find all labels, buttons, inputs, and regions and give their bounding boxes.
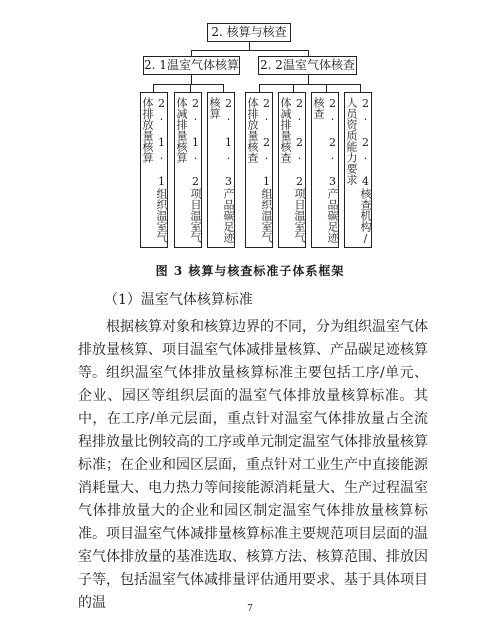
leaf-node-product-footprint-verification: 2. 2. 3产品碳足迹核查 <box>311 92 339 248</box>
connector <box>308 75 309 84</box>
group-node-verification: 2. 2温室气体核查 <box>258 56 357 75</box>
connector <box>153 84 154 92</box>
leaf-node-verifier-qualification: 2. 2. 4核查机构/人员资质能力要求 <box>344 92 372 248</box>
connector <box>259 84 361 85</box>
paragraph: 组织温室气体排放量核算标准主要包括工序/单元、企业、园区等组织层面的温室气体排放量核算标准。其中，在工序/单元层面，重点针对温室气体排放量占全流程排放量比例较高的工序或单元制定温室气体排放量核算标准；在企业和园区层面，重点针对工业生产中直接能源消耗量大、电力热力等间接能源消耗量大、生产过程温室气体排放量大的企业和园区制定温室气体排放量核算标准。 <box>78 365 428 542</box>
connector <box>190 84 191 92</box>
connector <box>293 84 294 92</box>
connector <box>191 50 308 51</box>
page-number: 7 <box>247 604 253 614</box>
connector <box>360 84 361 92</box>
connector <box>191 75 192 84</box>
leaf-node-project-reduction-accounting: 2. 1. 2项目温室气体减排量核算 <box>174 92 202 248</box>
section-heading: （1）温室气体核算标准 <box>104 292 253 308</box>
figure-caption: 图 3 核算与核查标准子体系框架 <box>155 264 345 278</box>
connector <box>223 84 224 92</box>
leaf-node-project-reduction-verification: 2. 2. 2项目温室气体减排量核查 <box>278 92 306 248</box>
leaf-node-org-emission-verification: 2. 2. 1组织温室气体排放量核查 <box>245 92 273 248</box>
connector <box>249 42 250 50</box>
root-node: 2. 核算与核查 <box>207 23 291 42</box>
connector <box>326 84 327 92</box>
leaf-node-org-emission-accounting: 2. 1. 1组织温室气体排放量核算 <box>140 92 168 248</box>
leaf-node-product-footprint-accounting: 2. 1. 3产品碳足迹核算 <box>207 92 235 248</box>
group-node-accounting: 2. 1温室气体核算 <box>143 56 240 75</box>
paragraph: 根据核算对象和核算边界的不同，分为组织温室气体排放量核算、项目温室气体减排量核算、产品碳足迹核算等。 <box>78 319 428 381</box>
connector <box>259 84 260 92</box>
connector <box>153 84 224 85</box>
paragraph: 项目温室气体减排量核算标准主要规范项目层面的温室气体排放量的基准选取、核算方法、核算范围、排放因子等，包括温室气体减排量评估通用要求、基于具体项目的温 <box>78 526 428 611</box>
